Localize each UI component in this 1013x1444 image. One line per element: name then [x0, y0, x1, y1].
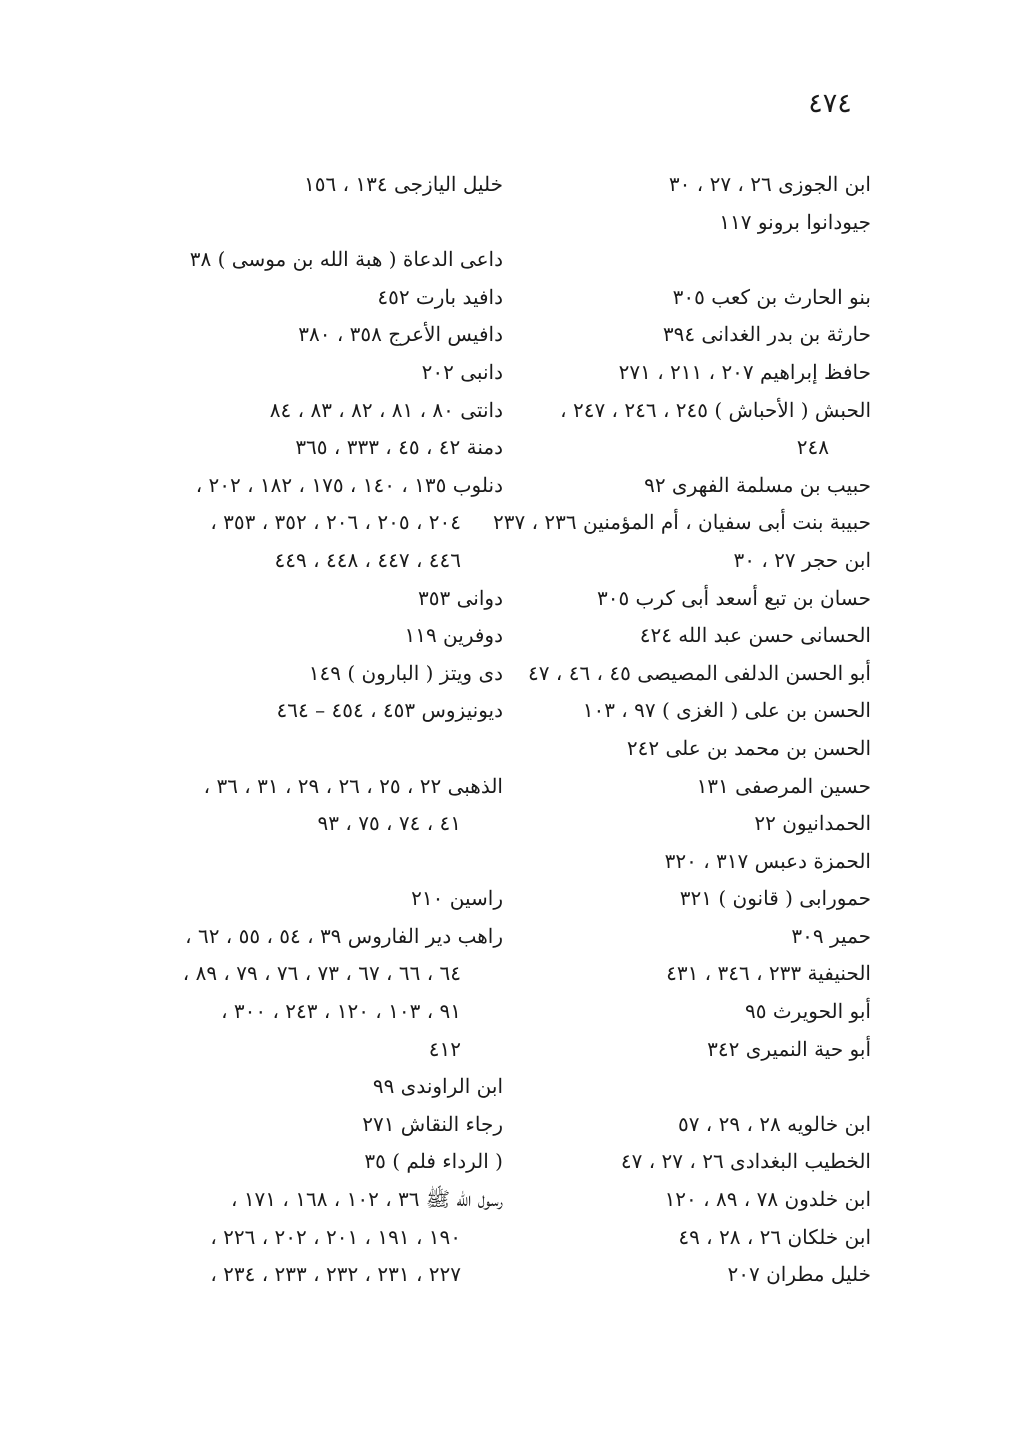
index-entry: حسين المرصفى ١٣١: [696, 773, 871, 798]
index-entry-continuation: ٤١٢: [428, 1036, 461, 1061]
index-entry: ابن خالويه ٢٨ ، ٢٩ ، ٥٧: [677, 1111, 871, 1136]
index-entry: دنلوب ١٣٥ ، ١٤٠ ، ١٧٥ ، ١٨٢ ، ٢٠٢ ،: [195, 472, 503, 497]
index-entry: دوفرين ١١٩: [404, 623, 503, 648]
index-column-left: [133, 166, 503, 1294]
index-entry: دافيس الأعرج ٣٥٨ ، ٣٨٠: [298, 322, 503, 347]
index-entry: حارثة بن بدر الغدانى ٣٩٤: [662, 322, 871, 347]
index-entry-continuation: ٤١ ، ٧٤ ، ٧٥ ، ٩٣: [317, 811, 461, 836]
index-entry: دانتى ٨٠ ، ٨١ ، ٨٢ ، ٨٣ ، ٨٤: [269, 397, 503, 422]
index-entry: حافظ إبراهيم ٢٠٧ ، ٢١١ ، ٢٧١: [618, 359, 871, 384]
index-entry: دمنة ٤٢ ، ٤٥ ، ٣٣٣ ، ٣٦٥: [295, 435, 503, 460]
index-entry: دوانى ٣٥٣: [418, 585, 503, 610]
index-column-right: [492, 166, 871, 1294]
index-entry-continuation: ٤٤٦ ، ٤٤٧ ، ٤٤٨ ، ٤٤٩: [274, 547, 461, 572]
index-entry: راسين ٢١٠: [411, 886, 503, 911]
index-entry: الذهبى ٢٢ ، ٢٥ ، ٢٦ ، ٢٩ ، ٣١ ، ٣٦ ،: [203, 773, 503, 798]
index-entry: الحبش ( الأحباش ) ٢٤٥ ، ٢٤٦ ، ٢٤٧ ،: [560, 397, 871, 422]
index-entry: ابن حجر ٢٧ ، ٣٠: [733, 547, 871, 572]
index-entry-continuation: ٦٤ ، ٦٦ ، ٦٧ ، ٧٣ ، ٧٦ ، ٧٩ ، ٨٩ ،: [182, 961, 461, 986]
index-entry: ابن الراوندى ٩٩: [372, 1074, 503, 1099]
index-entry: جيودانوا برونو ١١٧: [719, 209, 871, 234]
index-entry: حمير ٣٠٩: [791, 923, 871, 948]
index-entry: ( الرداء فلم ) ٣٥: [364, 1149, 503, 1174]
section-gap: [133, 730, 503, 768]
index-entry: الحسانى حسن عبد الله ٤٢٤: [639, 623, 871, 648]
index-entry: رجاء النقاش ٢٧١: [362, 1111, 503, 1136]
page-number: ٤٧٤: [808, 88, 852, 119]
index-entry: أبو الحسن الدلفى المصيصى ٤٥ ، ٤٦ ، ٤٧: [528, 660, 871, 685]
index-entry: داعى الدعاة ( هبة الله بن موسى ) ٣٨: [189, 247, 503, 272]
section-gap: [133, 204, 503, 242]
index-entry: ابن الجوزى ٢٦ ، ٢٧ ، ٣٠: [668, 172, 871, 196]
index-entry-continuation: ٢٠٤ ، ٢٠٥ ، ٢٠٦ ، ٣٥٢ ، ٣٥٣ ،: [210, 510, 461, 535]
index-entry: دانبى ٢٠٢: [421, 359, 503, 384]
section-gap: [511, 1068, 871, 1106]
index-entry: راهب دير الفاروس ٣٩ ، ٥٤ ، ٥٥ ، ٦٢ ،: [185, 923, 503, 948]
section-gap: [511, 241, 871, 279]
index-entry: بنو الحارث بن كعب ٣٠٥: [672, 284, 871, 309]
index-entry: الخطيب البغدادى ٢٦ ، ٢٧ ، ٤٧: [620, 1149, 871, 1174]
index-entry: ابن خلدون ٧٨ ، ٨٩ ، ١٢٠: [664, 1187, 871, 1212]
index-entry: حمورابى ( قانون ) ٣٢١: [679, 886, 871, 911]
index-entry: دى ويتز ( البارون ) ١٤٩: [308, 660, 503, 685]
index-entry: الحسن بن محمد بن على ٢٤٢: [626, 735, 871, 760]
index-entry: حبيب بن مسلمة الفهرى ٩٢: [644, 472, 871, 497]
index-entry: خليل مطران ٢٠٧: [727, 1262, 871, 1287]
index-entry: أبو الحويرث ٩٥: [745, 999, 871, 1024]
index-entry: الحنيفية ٢٣٣ ، ٣٤٦ ، ٤٣١: [666, 961, 871, 986]
index-entry: أبو حية النميرى ٣٤٢: [707, 1036, 871, 1061]
index-entry: دافيد بارت ٤٥٢: [377, 284, 503, 309]
index-entry: رسول الله ﷺ ٣٦ ، ١٠٢ ، ١٦٨ ، ١٧١ ،: [231, 1187, 503, 1212]
index-entry: الحمزة دعبس ٣١٧ ، ٣٢٠: [664, 848, 871, 873]
index-entry-continuation: ١٩٠ ، ١٩١ ، ٢٠١ ، ٢٠٢ ، ٢٢٦ ،: [210, 1224, 461, 1249]
index-entry: حسان بن تبع أسعد أبى كرب ٣٠٥: [596, 585, 871, 610]
index-entry: الحسن بن على ( الغزى ) ٩٧ ، ١٠٣: [582, 698, 871, 723]
index-entry-continuation: ٩١ ، ١٠٣ ، ١٢٠ ، ٢٤٣ ، ٣٠٠ ،: [221, 999, 461, 1024]
index-entry: خليل اليازجى ١٣٤ ، ١٥٦: [304, 172, 503, 196]
index-entry-continuation: ٢٢٧ ، ٢٣١ ، ٢٣٢ ، ٢٣٣ ، ٢٣٤ ،: [210, 1262, 461, 1287]
index-entry-continuation: ٢٤٨: [796, 435, 829, 460]
index-entry: ابن خلكان ٢٦ ، ٢٨ ، ٤٩: [678, 1224, 871, 1249]
index-entry: ديونيزوس ٤٥٣ ، ٤٥٤ – ٤٦٤: [276, 698, 503, 723]
index-entry: حبيبة بنت أبى سفيان ، أم المؤمنين ٢٣٦ ، ٢٣٧: [492, 510, 871, 535]
index-entry: الحمدانيون ٢٢: [754, 811, 871, 836]
section-gap: [133, 843, 503, 881]
